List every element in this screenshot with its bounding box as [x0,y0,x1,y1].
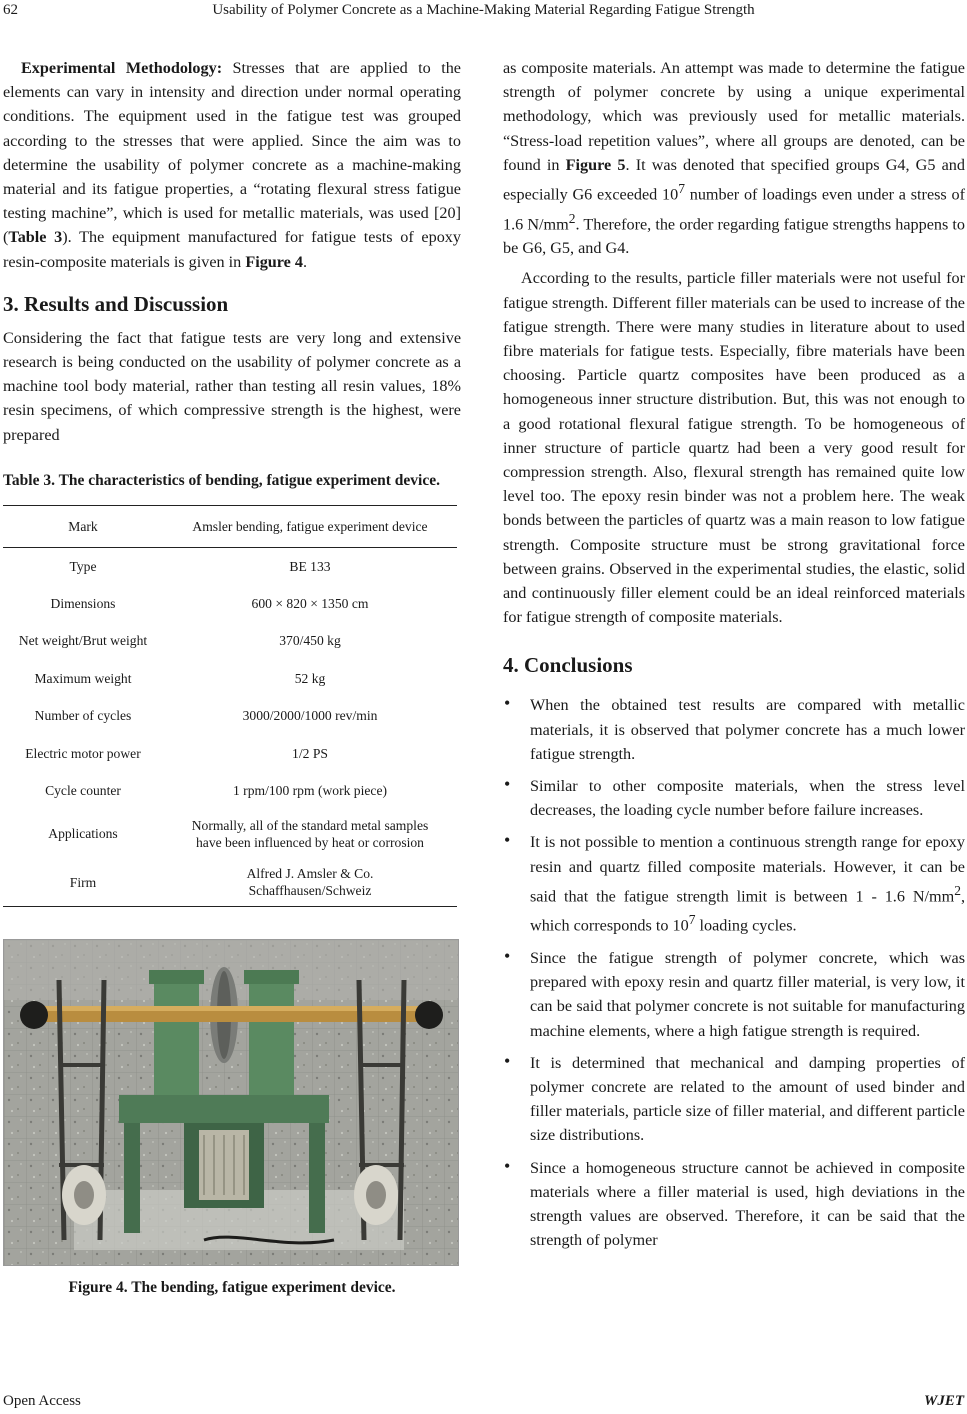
list-item-text: loading cycles. [695,916,797,935]
methodology-lead: Experimental Methodology: [21,59,223,77]
machine-table [119,1095,329,1123]
left-knob [20,1001,48,1029]
table-cell-line: have been influenced by heat or corrosion [196,834,424,850]
superscript: 2 [568,210,576,226]
fatigue-results-paragraph [503,56,965,260]
table-row [3,772,457,809]
table-cell-value: Amsler bending, fatigue experiment device [163,505,457,547]
table-cell-value: 1 rpm/100 rpm (work piece) [232,783,388,799]
table-cell-label: Maximum weight [34,670,132,686]
table-cell-value [163,809,457,858]
table-row [3,697,457,734]
table-cell-line: Alfred J. Amsler & Co. [246,866,374,882]
paragraph-text: . It was denoted that specified groups G4, G5 and especially G6 exceeded 10 [503,155,965,204]
table-cell-label: Number of cycles [34,708,132,724]
table-3-caption: Table 3. The characteristics of bending, fatigue experiment device. [3,471,440,489]
journal-abbreviation: WJET [923,1393,964,1409]
table-cell-label: Cycle counter [45,783,121,799]
list-item-text: It is determined that mechanical and damping properties of polymer concrete are related to the amount of used binder and filler materials, particle size of filler material, and different particle size distributions. [530,1053,965,1145]
list-item-text: , which corresponds to 10 [530,887,965,935]
list-item [503,830,965,938]
list-item [503,1051,965,1148]
table-row [3,585,457,622]
list-item-text: Similar to other composite materials, when the stress level decreases, the loading cycle number before failure increases. [530,777,965,820]
table-cell-label: Net weight/Brut weight [18,633,148,649]
table-3-reference[interactable]: Table 3 [8,228,63,247]
figure-5-reference[interactable]: Figure 5 [565,155,626,174]
superscript: 7 [688,912,696,928]
table-row [3,858,457,906]
table-row [3,547,457,585]
list-item [503,693,965,766]
open-access-label: Open Access [3,1393,81,1409]
table-cell-value: BE 133 [163,547,457,585]
page-footer [0,1390,967,1414]
table-cell-label: Applications [48,826,118,842]
superscript: 7 [678,181,685,197]
bullet-icon: • [504,1050,511,1071]
figure-4-reference[interactable]: Figure 4 [245,252,304,271]
list-item-text: When the obtained test results are compared with metallic materials, it is observed that polymer concrete has a much lower fatigue strength. [530,696,965,763]
table-row [3,505,457,547]
right-column [503,56,965,1261]
methodology-text: Stresses that are applied to the elements can vary in intensity and direction under normal operating conditions. The equipment used in the fatigue test was grouped according to the stresses that were applied. Since the aim was to determine the usability of polymer concrete as a machine-making material and its fatigue properties, a “rotating flexural stress fatigue testing machine”, which is used for metallic materials, was used [20] ( [3,59,461,247]
table-row [3,622,457,659]
table-cell-label: Dimensions [50,596,116,612]
right-knob [415,1001,443,1029]
running-title: Usability of Polymer Concrete as a Machine-Making Material Regarding Fatigue Strength [212,2,755,18]
list-item-text: Since a homogeneous structure cannot be achieved in composite materials where a filler material is used, high deviations in the strength values are observed. Therefore, it can be said that the strength of polymer [530,1158,965,1250]
table-row [3,659,457,697]
table-cell-label: Firm [3,858,163,906]
bullet-icon: • [504,830,511,851]
fatigue-machine-illustration [4,940,458,1265]
left-column [3,56,461,1300]
right-pedestal [249,970,294,1095]
table-cell-label: Type [3,547,163,585]
page-number: 62 [3,2,18,18]
table-row [3,809,457,858]
table-cell-value [163,858,457,906]
table-cell-value: 600 × 820 × 1350 cm [251,596,369,612]
table-cell-label: Mark [3,505,163,547]
bullet-icon: • [504,1155,511,1176]
table-cell-line: Normally, all of the standard metal samples [191,817,429,833]
table-cell-line: Schaffhausen/Schweiz [248,883,372,899]
table-cell-value: 3000/2000/1000 rev/min [242,708,378,724]
paragraph-text: . Therefore, the order regarding fatigue strengths happens to be G6, G5, and G4. [503,215,965,258]
paragraph-text: as composite materials. An attempt was made to determine the fatigue strength of polymer concrete by using a unique experimental methodology, which was previously used for metallic materials. “Stress-load repetition values”, where all groups are denoted, can be found in [503,59,965,174]
methodology-text: . [303,252,308,271]
conclusions-heading: 4. Conclusions [503,653,633,678]
table-cell-label: Electric motor power [25,745,141,761]
left-pedestal [154,970,199,1095]
table-cell-value: 1/2 PS [292,745,328,761]
bullet-icon: • [504,774,511,795]
bullet-icon: • [504,946,511,967]
results-paragraph: Considering the fact that fatigue tests are very long and extensive research is being conducted on the usability of polymer concrete as a machine tool body material, rather than testing all resin values, 18% resin specimens, of which compressive strength is the highest, were prepared [3,328,461,444]
figure-4-caption: Figure 4. The bending, fatigue experiment device. [68,1278,396,1296]
table-cell-value: 52 kg [294,670,326,686]
table-cell-value: 370/450 kg [279,633,341,649]
table-row [3,734,457,772]
filler-materials-paragraph: According to the results, particle filler materials were not useful for fatigue strength. Different filler materials can be used to increase of the fatigue strength. There were many studies in literature about to used fibre materials for fatigue tests. Especially, fibre materials have been choosing. Particle quartz composites have been produced as a homogeneous inner structure distribution. But, this was not enough to a good rotational flexural fatigue strength. To be homogeneous of inner structure of particle quartz had been a very good result for compression strength. Also, flexural strength has remained quite low level too. The epoxy resin binder was not a problem here. The weak bonds between the particles of quartz was a main reason to low fatigue strength. Composite structure must be strong gravitational force between grains. Observed in the experimental studies, the elastic, solid and continuously filler element could be an ideal reinforced materials for fatigue strength of composite materials. [503,269,965,627]
figure-4-photo [3,939,459,1266]
results-heading: 3. Results and Discussion [3,291,229,316]
list-item [503,946,965,1043]
list-item-text: Since the fatigue strength of polymer concrete, which was prepared with epoxy resin and quartz filler material, is very low, it can be said that polymer concrete is not suitable for manufacturing machine elements, where a high fatigue strength is required. [530,949,965,1040]
superscript: 2 [954,882,961,898]
list-item [503,774,965,822]
methodology-paragraph [3,56,461,274]
device-characteristics-table [3,505,457,907]
list-item [503,1156,965,1253]
conclusions-list [503,693,965,1252]
list-item-text: It is not possible to mention a continuous strength range for epoxy resin and quartz filled composite materials. However, it can be said that the fatigue strength limit is between 1 - 1.6 N/mm [530,833,965,906]
page-header [0,0,967,28]
methodology-text: ). The equipment manufactured for fatigue tests of epoxy resin-composite materials is given in [3,228,461,271]
bullet-icon: • [504,693,511,714]
paragraph-text: number of loadings even under a stress of 1.6 N/mm [503,185,965,233]
